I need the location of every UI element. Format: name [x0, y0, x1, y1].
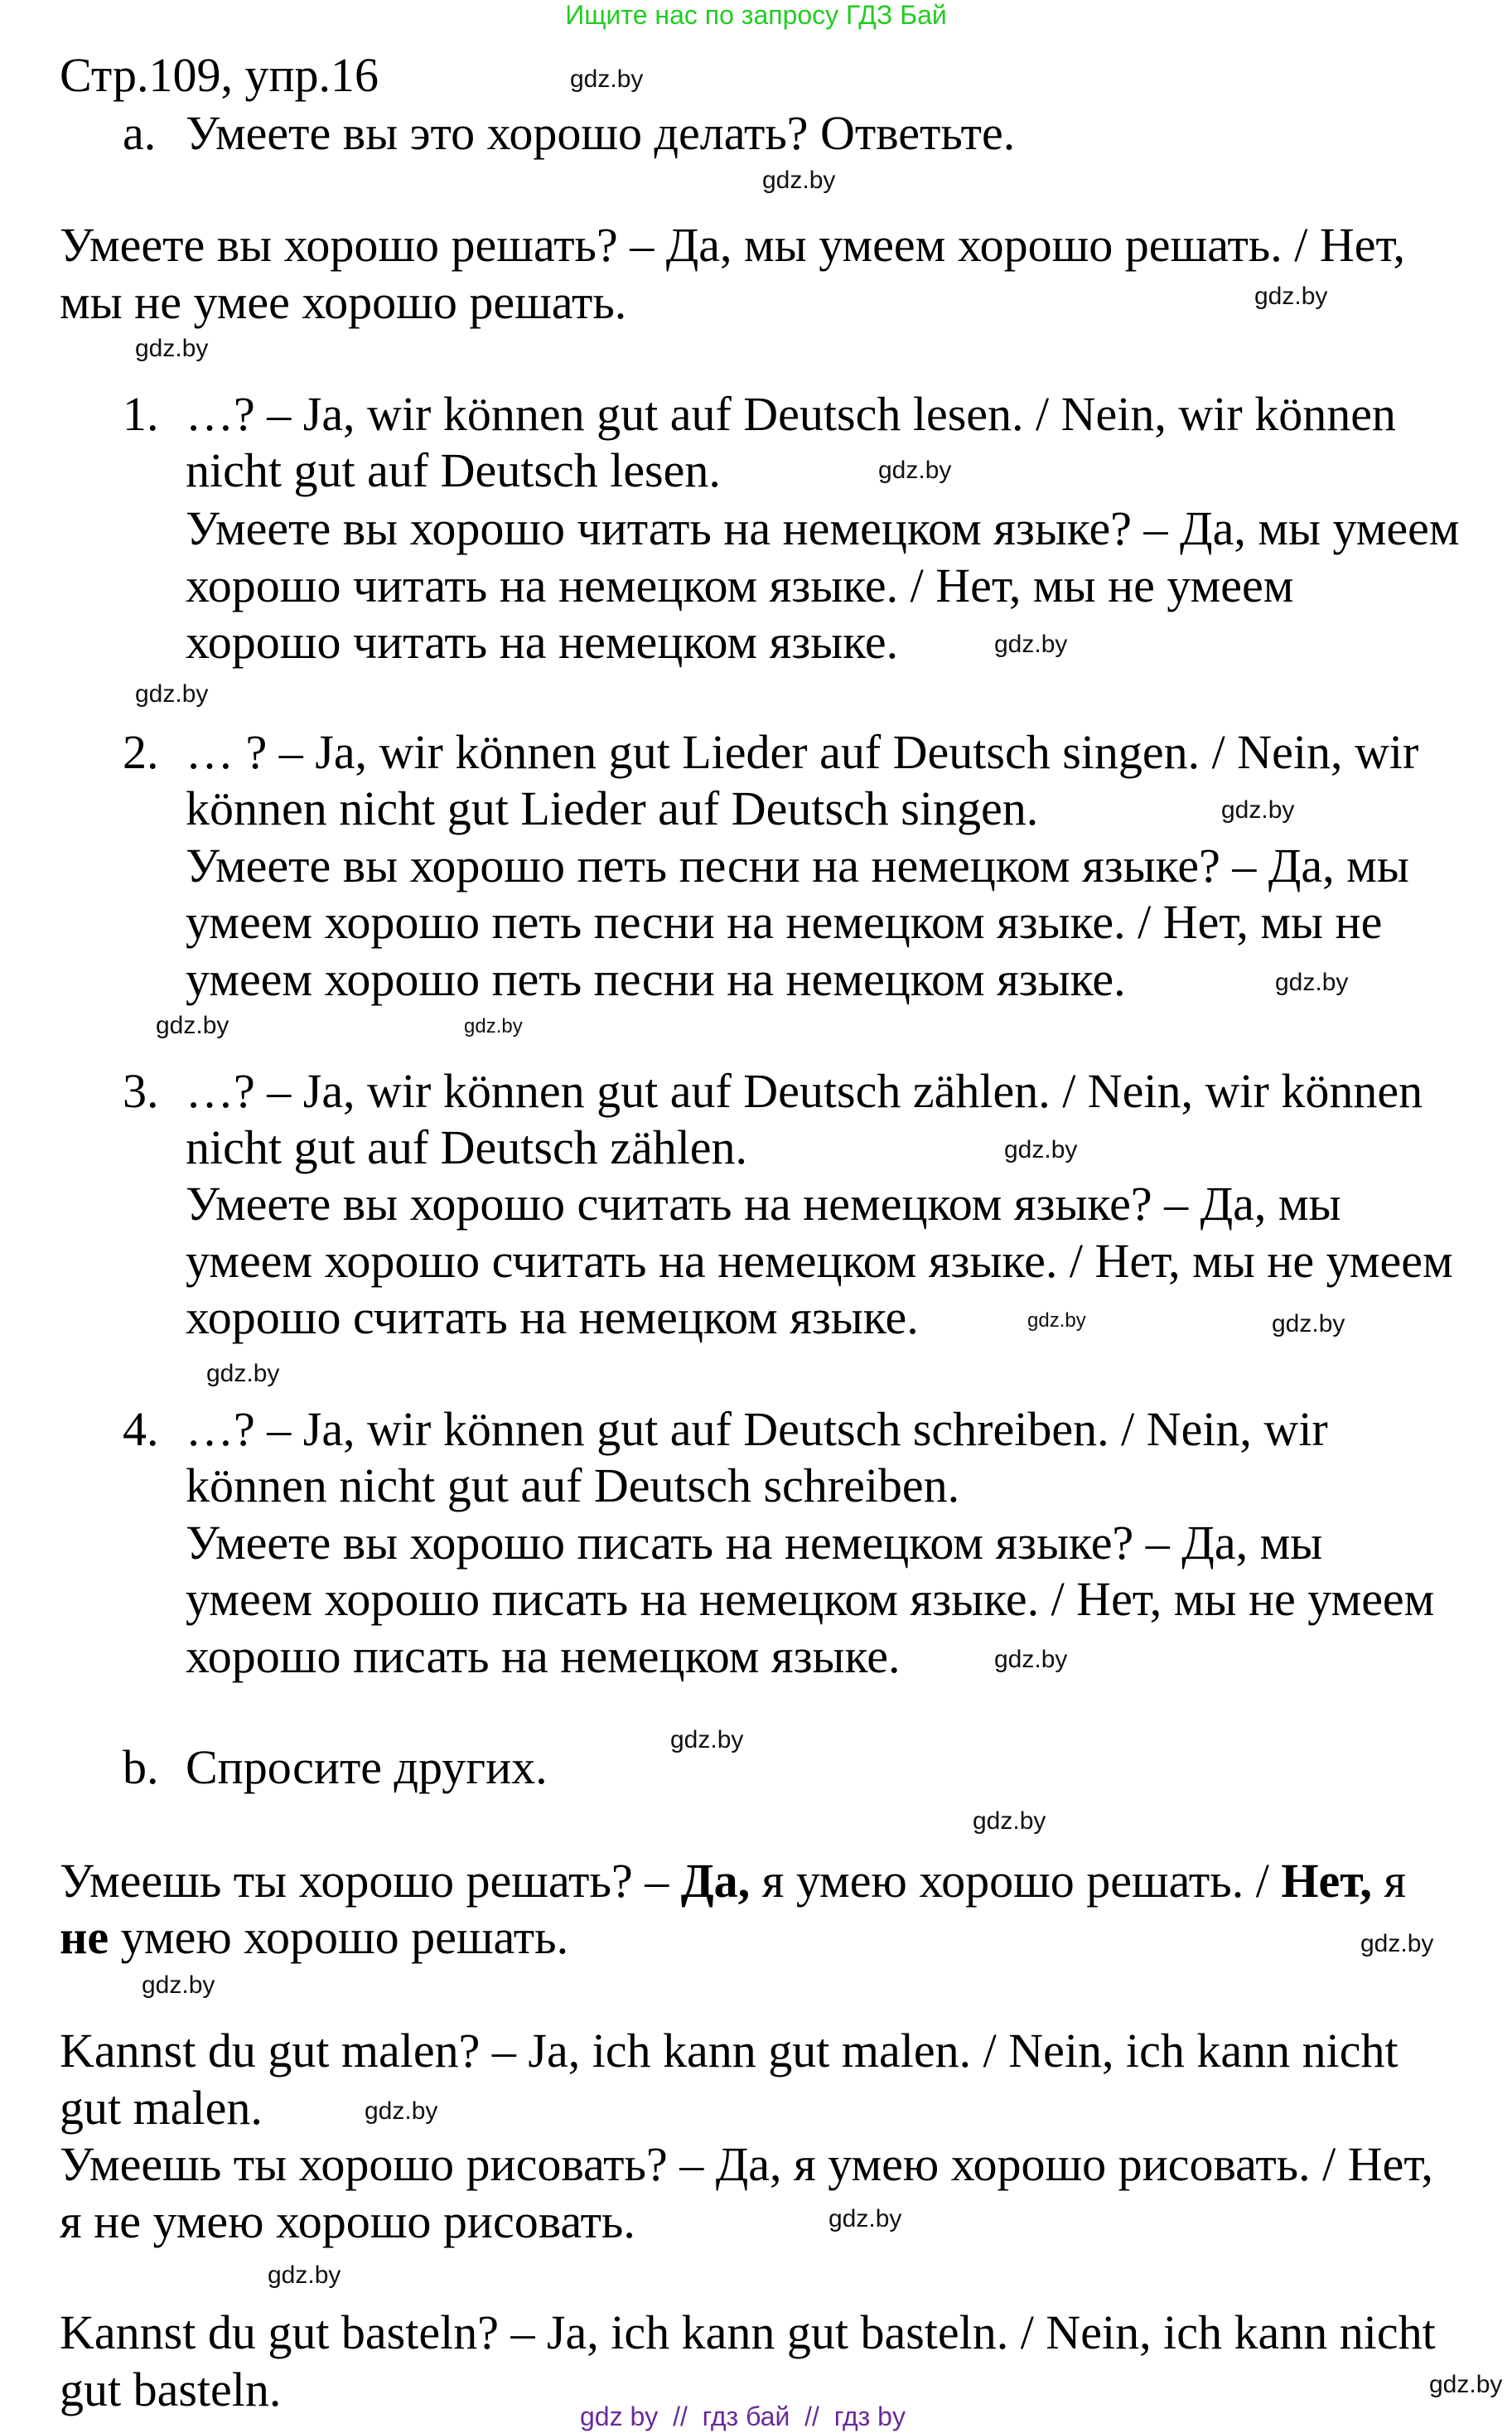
- watermark: gdz.by: [206, 1360, 280, 1387]
- watermark: gdz.by: [135, 335, 209, 362]
- item-number: 1.: [123, 387, 159, 441]
- watermark: gdz.by: [1004, 1136, 1078, 1163]
- watermark: gdz.by: [878, 457, 952, 484]
- answer-line: gut basteln.: [60, 2363, 282, 2416]
- watermark: gdz.by: [973, 1807, 1046, 1835]
- watermark: gdz.by: [670, 1726, 744, 1753]
- example-a-line: Умеете вы хорошо решать? – Да, мы умеем хорошо решать. / Нет,: [60, 218, 1405, 272]
- watermark: gdz.by: [268, 2261, 341, 2289]
- item-line: nicht gut auf Deutsch zählen.: [186, 1120, 748, 1174]
- part-b-task: Спросите других.: [186, 1740, 548, 1794]
- example-b-question: Умеешь ты хорошо решать? –: [60, 1854, 681, 1908]
- example-b-no-rest: я: [1371, 1854, 1407, 1908]
- item-line: …? – Ja, wir können gut auf Deutsch zählen. / Nein, wir können: [186, 1064, 1423, 1118]
- item-number: 2.: [123, 725, 159, 779]
- watermark: gdz.by: [1429, 2371, 1503, 2398]
- watermark: gdz.by: [464, 1015, 523, 1038]
- answer-line: gut malen.: [60, 2081, 263, 2135]
- item-line: хорошо писать на немецком языке.: [186, 1629, 901, 1683]
- watermark: gdz.by: [142, 1971, 215, 1999]
- example-a-line: мы не умее хорошо решать.: [60, 275, 627, 329]
- watermark: gdz.by: [994, 1646, 1068, 1673]
- answer-line: Kannst du gut malen? – Ja, ich kann gut malen. / Nein, ich kann nicht: [60, 2024, 1398, 2077]
- item-line: умеем хорошо считать на немецком языке. / Нет, мы не умеем: [186, 1234, 1453, 1288]
- watermark: gdz.by: [1272, 1310, 1345, 1337]
- watermark: gdz.by: [1360, 1930, 1434, 1957]
- watermark: gdz.by: [828, 2205, 902, 2232]
- answer-line: Умеешь ты хорошо рисовать? – Да, я умею хорошо рисовать. / Нет,: [60, 2137, 1433, 2191]
- item-line: Умеете вы хорошо читать на немецком языке? – Да, мы умеем: [186, 501, 1460, 555]
- example-b-yes-rest: я умею хорошо решать. /: [750, 1854, 1282, 1908]
- header-banner: Ищите нас по запросу ГДЗ Бай: [565, 0, 947, 30]
- item-line: Умеете вы хорошо считать на немецком языке? – Да, мы: [186, 1177, 1341, 1231]
- item-line: …? – Ja, wir können gut auf Deutsch schreiben. / Nein, wir: [186, 1402, 1328, 1456]
- item-line: können nicht gut auf Deutsch schreiben.: [186, 1458, 960, 1512]
- example-b-no: Нет,: [1281, 1854, 1372, 1908]
- part-a-marker: a.: [123, 106, 157, 160]
- item-line: хорошо читать на немецком языке.: [186, 615, 899, 669]
- item-line: Умеете вы хорошо писать на немецком языке? – Да, мы: [186, 1516, 1323, 1570]
- item-line: умеем хорошо петь песни на немецком языке. / Нет, мы не: [186, 895, 1383, 949]
- example-b-line: [60, 1853, 1406, 1909]
- answer-line: Kannst du gut basteln? – Ja, ich kann gut basteln. / Nein, ich kann nicht: [60, 2305, 1436, 2359]
- example-b-line: [60, 1909, 568, 1966]
- item-line: nicht gut auf Deutsch lesen.: [186, 443, 721, 497]
- page-title: Стр.109, упр.16: [60, 48, 379, 102]
- item-line: умеем хорошо петь песни на немецком языке.: [186, 952, 1126, 1006]
- watermark: gdz.by: [135, 680, 209, 708]
- item-line: … ? – Ja, wir können gut Lieder auf Deutsch singen. / Nein, wir: [186, 725, 1419, 779]
- item-line: …? – Ja, wir können gut auf Deutsch lesen. / Nein, wir können: [186, 387, 1396, 441]
- example-b-line2-rest: умею хорошо решать.: [109, 1910, 569, 1964]
- item-line: хорошо читать на немецком языке. / Нет, мы не умеем: [186, 559, 1294, 612]
- watermark: gdz.by: [1275, 969, 1349, 996]
- watermark: gdz.by: [762, 167, 836, 194]
- item-line: Умеете вы хорошо петь песни на немецком языке? – Да, мы: [186, 839, 1409, 892]
- item-number: 3.: [123, 1064, 159, 1118]
- item-line: хорошо считать на немецком языке.: [186, 1290, 919, 1344]
- example-b-ne: не: [60, 1910, 109, 1964]
- footer-links: gdz by // гдз бай // гдз by: [580, 2402, 906, 2431]
- watermark: gdz.by: [570, 65, 644, 93]
- item-number: 4.: [123, 1402, 159, 1456]
- watermark: gdz.by: [994, 631, 1068, 658]
- item-line: können nicht gut Lieder auf Deutsch singen.: [186, 781, 1039, 835]
- item-line: умеем хорошо писать на немецком языке. / Нет, мы не умеем: [186, 1572, 1435, 1626]
- watermark: gdz.by: [1221, 796, 1295, 824]
- watermark: gdz.by: [365, 2097, 438, 2125]
- example-b-yes: Да,: [680, 1854, 751, 1908]
- watermark: gdz.by: [1254, 283, 1328, 310]
- watermark: gdz.by: [156, 1012, 229, 1039]
- watermark: gdz.by: [1027, 1309, 1086, 1332]
- answer-line: я не умею хорошо рисовать.: [60, 2194, 635, 2248]
- part-a-task: Умеете вы это хорошо делать? Ответьте.: [186, 106, 1016, 160]
- part-b-marker: b.: [123, 1740, 159, 1794]
